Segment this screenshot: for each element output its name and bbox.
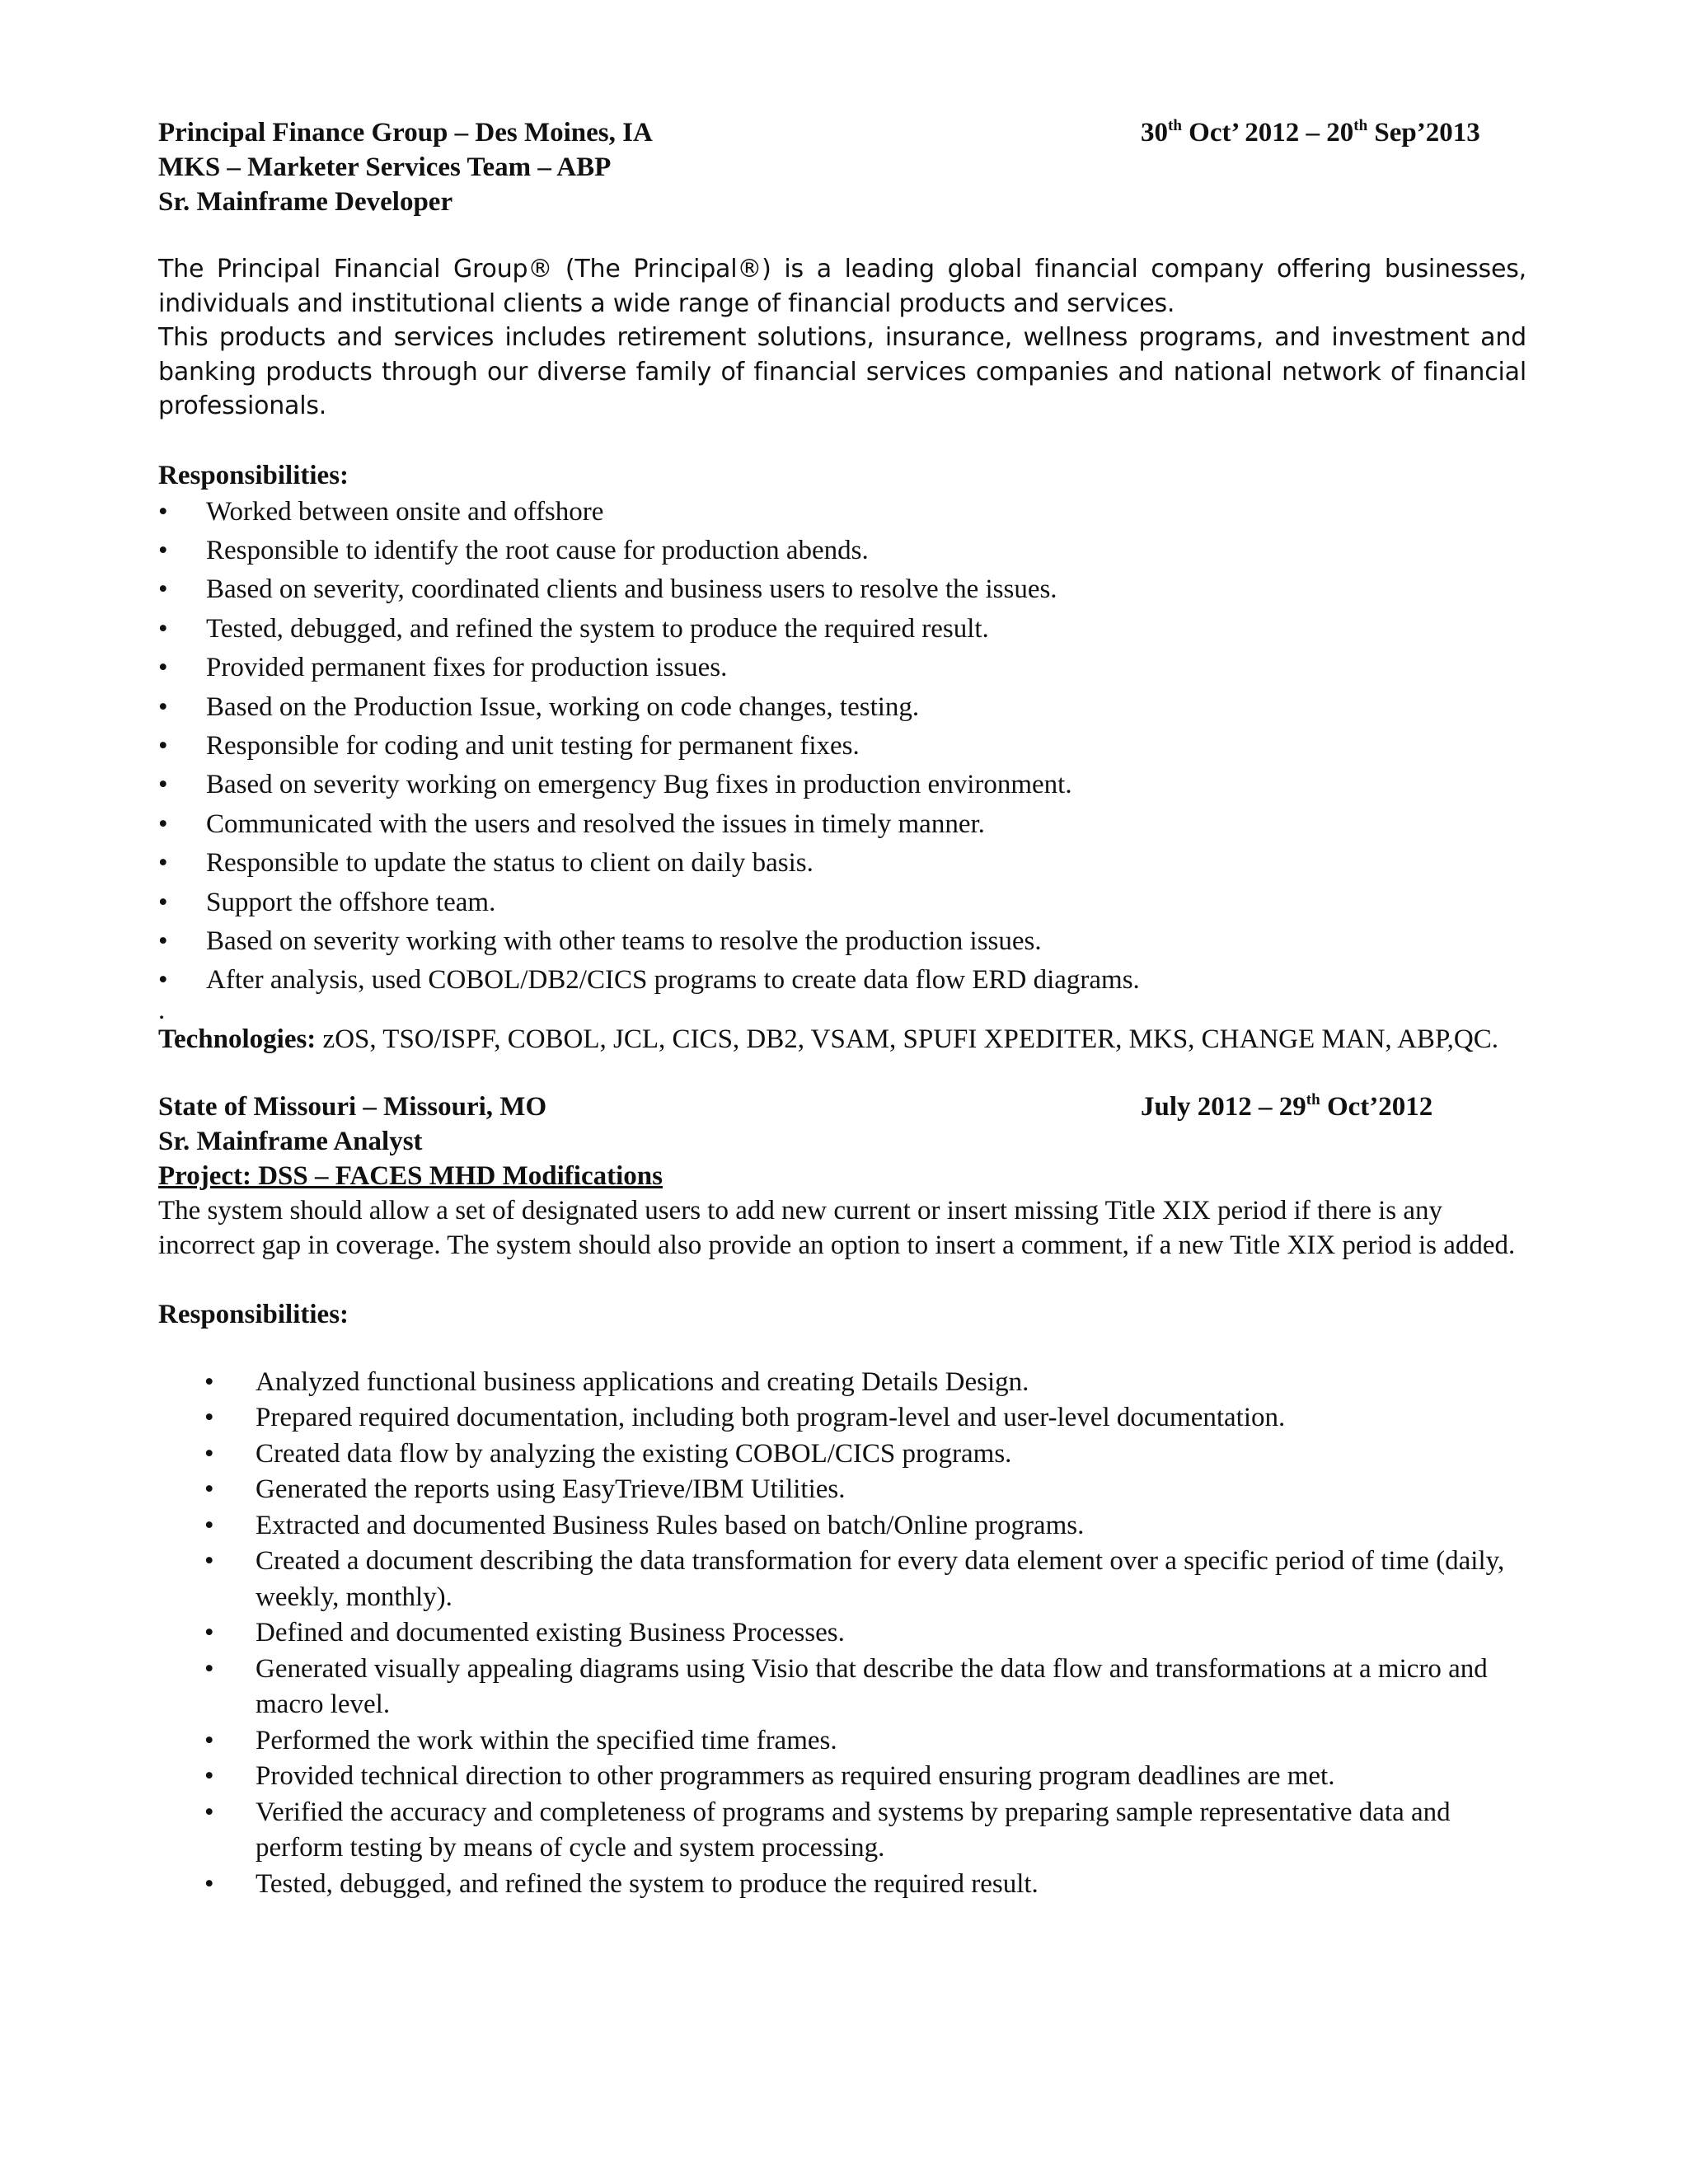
list-item-text: Generated the reports using EasyTrieve/IBM Utilities.	[256, 1474, 846, 1505]
job2-responsibilities-label: Responsibilities:	[158, 1299, 349, 1329]
list-item	[158, 1723, 1526, 1760]
bullet-icon: •	[158, 770, 168, 800]
list-item-text: Based on the Production Issue, working on code changes, testing.	[206, 691, 920, 722]
bullet-icon: •	[204, 1761, 214, 1792]
list-item-text: Verified the accuracy and completeness of programs and systems by preparing sample representative data and perform testing by means of cycle and system processing.	[256, 1797, 1451, 1863]
list-item	[158, 1436, 1526, 1473]
list-item-text: Created data flow by analyzing the existing COBOL/CICS programs.	[256, 1438, 1012, 1469]
bullet-icon: •	[158, 848, 168, 879]
list-item-text: Support the offshore team.	[206, 887, 496, 917]
list-item	[158, 570, 1526, 609]
list-item	[158, 1365, 1526, 1401]
bullet-icon: •	[204, 1797, 214, 1827]
list-item	[158, 805, 1526, 844]
bullet-icon: •	[158, 496, 168, 527]
bullet-icon: •	[158, 887, 168, 917]
technologies-label: Technologies:	[158, 1024, 316, 1054]
list-item-text: Responsible to identify the root cause for production abends.	[206, 535, 869, 565]
bullet-icon: •	[158, 965, 168, 996]
job2-dates: July 2012 – 29th Oct’2012	[1141, 1090, 1433, 1122]
job1-company: Principal Finance Group – Des Moines, IA	[158, 118, 653, 148]
bullet-icon: •	[204, 1366, 214, 1397]
bullet-icon: •	[158, 535, 168, 565]
list-item	[158, 1759, 1526, 1795]
list-item-text: Based on severity working on emergency Bug fixes in production environment.	[206, 770, 1072, 800]
bullet-icon: •	[158, 653, 168, 683]
list-item-text: Analyzed functional business applications and creating Details Design.	[256, 1366, 1029, 1397]
resume-page	[158, 115, 1526, 1902]
list-item	[158, 1615, 1526, 1652]
bullet-icon: •	[204, 1868, 214, 1899]
list-item-text: Performed the work within the specified time frames.	[256, 1725, 837, 1755]
job1-role: Sr. Mainframe Developer	[158, 187, 453, 217]
job2-role: Sr. Mainframe Analyst	[158, 1126, 423, 1156]
job1-responsibilities-label: Responsibilities:	[158, 460, 349, 490]
list-item-text: Tested, debugged, and refined the system to produce the required result.	[256, 1868, 1039, 1899]
list-item	[158, 1795, 1526, 1867]
bullet-icon: •	[158, 613, 168, 644]
list-item-text: Responsible to update the status to client on daily basis.	[206, 848, 814, 879]
list-item	[158, 610, 1526, 649]
list-item-text: Provided permanent fixes for production issues.	[206, 653, 728, 683]
job1-dates: 30th Oct’ 2012 – 20th Sep’2013	[1141, 117, 1480, 148]
list-item-text: Prepared required documentation, including both program-level and user-level documentation.	[256, 1403, 1286, 1433]
bullet-icon: •	[158, 926, 168, 956]
job2-project-title: Project: DSS – FACES MHD Modifications	[158, 1160, 663, 1191]
bullet-icon: •	[204, 1438, 214, 1469]
list-item-text: Tested, debugged, and refined the system to produce the required result.	[206, 613, 989, 644]
bullet-icon: •	[158, 691, 168, 722]
job1-team: MKS – Marketer Services Team – ABP	[158, 152, 612, 182]
list-item	[158, 688, 1526, 727]
list-item-text: Worked between onsite and offshore	[206, 496, 604, 527]
list-item-text: Generated visually appealing diagrams using Visio that describe the data flow and transformations at a micro and macro level.	[256, 1653, 1488, 1720]
job1-company-line	[158, 115, 1526, 150]
list-item	[158, 1867, 1526, 1903]
bullet-icon: •	[158, 730, 168, 761]
job2-responsibilities-list	[158, 1365, 1526, 1903]
list-item	[158, 844, 1526, 883]
list-item	[158, 727, 1526, 766]
list-item	[158, 1472, 1526, 1508]
technologies-list: zOS, TSO/ISPF, COBOL, JCL, CICS, DB2, VSAM, SPUFI XPEDITER, MKS, CHANGE MAN, ABP,QC.	[316, 1024, 1498, 1054]
list-item-text: Based on severity working with other teams to resolve the production issues.	[206, 926, 1042, 956]
bullet-icon: •	[204, 1618, 214, 1648]
job1-technologies	[158, 1022, 1526, 1057]
job1-description-1: The Principal Financial Group® (The Principal®) is a leading global financial company offering businesses, individuals and institutional clients a wide range of financial products and services.	[158, 255, 1526, 318]
list-item-text: Extracted and documented Business Rules based on batch/Online programs.	[256, 1510, 1085, 1540]
bullet-icon: •	[204, 1546, 214, 1577]
list-item	[158, 1652, 1526, 1723]
bullet-icon: •	[204, 1653, 214, 1684]
list-item	[158, 922, 1526, 961]
bullet-icon: •	[204, 1725, 214, 1755]
list-item	[158, 649, 1526, 687]
list-item	[158, 883, 1526, 922]
bullet-icon: •	[204, 1403, 214, 1433]
list-item	[158, 961, 1526, 1000]
list-item-text: Based on severity, coordinated clients and business users to resolve the issues.	[206, 574, 1057, 605]
list-item	[158, 1544, 1526, 1615]
job1-header	[158, 115, 1526, 219]
job1-responsibilities-list	[158, 493, 1526, 1001]
bullet-icon: •	[204, 1510, 214, 1540]
list-item-text: After analysis, used COBOL/DB2/CICS programs to create data flow ERD diagrams.	[206, 965, 1140, 996]
job1-description-2: This products and services includes retirement solutions, insurance, wellness programs, and investment and banking products through our diverse family of financial services companies and national network of financial professionals.	[158, 323, 1526, 420]
list-item	[158, 532, 1526, 570]
list-item-text: Communicated with the users and resolved the issues in timely manner.	[206, 808, 985, 839]
job2-company-line	[158, 1090, 1526, 1124]
list-item	[158, 1508, 1526, 1544]
bullet-icon: •	[204, 1474, 214, 1505]
stray-mark: .	[158, 995, 166, 1025]
list-item-text: Provided technical direction to other programmers as required ensuring program deadlines are met.	[256, 1761, 1335, 1792]
job2-company: State of Missouri – Missouri, MO	[158, 1091, 547, 1122]
list-item-text: Defined and documented existing Business Processes.	[256, 1618, 845, 1648]
list-item-text: Created a document describing the data transformation for every data element over a specific period of time (daily, weekly, monthly).	[256, 1546, 1505, 1612]
job2-description: The system should allow a set of designated users to add new current or insert missing Title XIX period if there is any incorrect gap in coverage. The system should also provide an option to insert a comment, if a new Title XIX period is added.	[158, 1195, 1516, 1260]
list-item	[158, 1400, 1526, 1436]
list-item-text: Responsible for coding and unit testing for permanent fixes.	[206, 730, 860, 761]
list-item	[158, 493, 1526, 532]
list-item	[158, 766, 1526, 804]
job2-header	[158, 1090, 1526, 1159]
bullet-icon: •	[158, 574, 168, 605]
bullet-icon: •	[158, 808, 168, 839]
